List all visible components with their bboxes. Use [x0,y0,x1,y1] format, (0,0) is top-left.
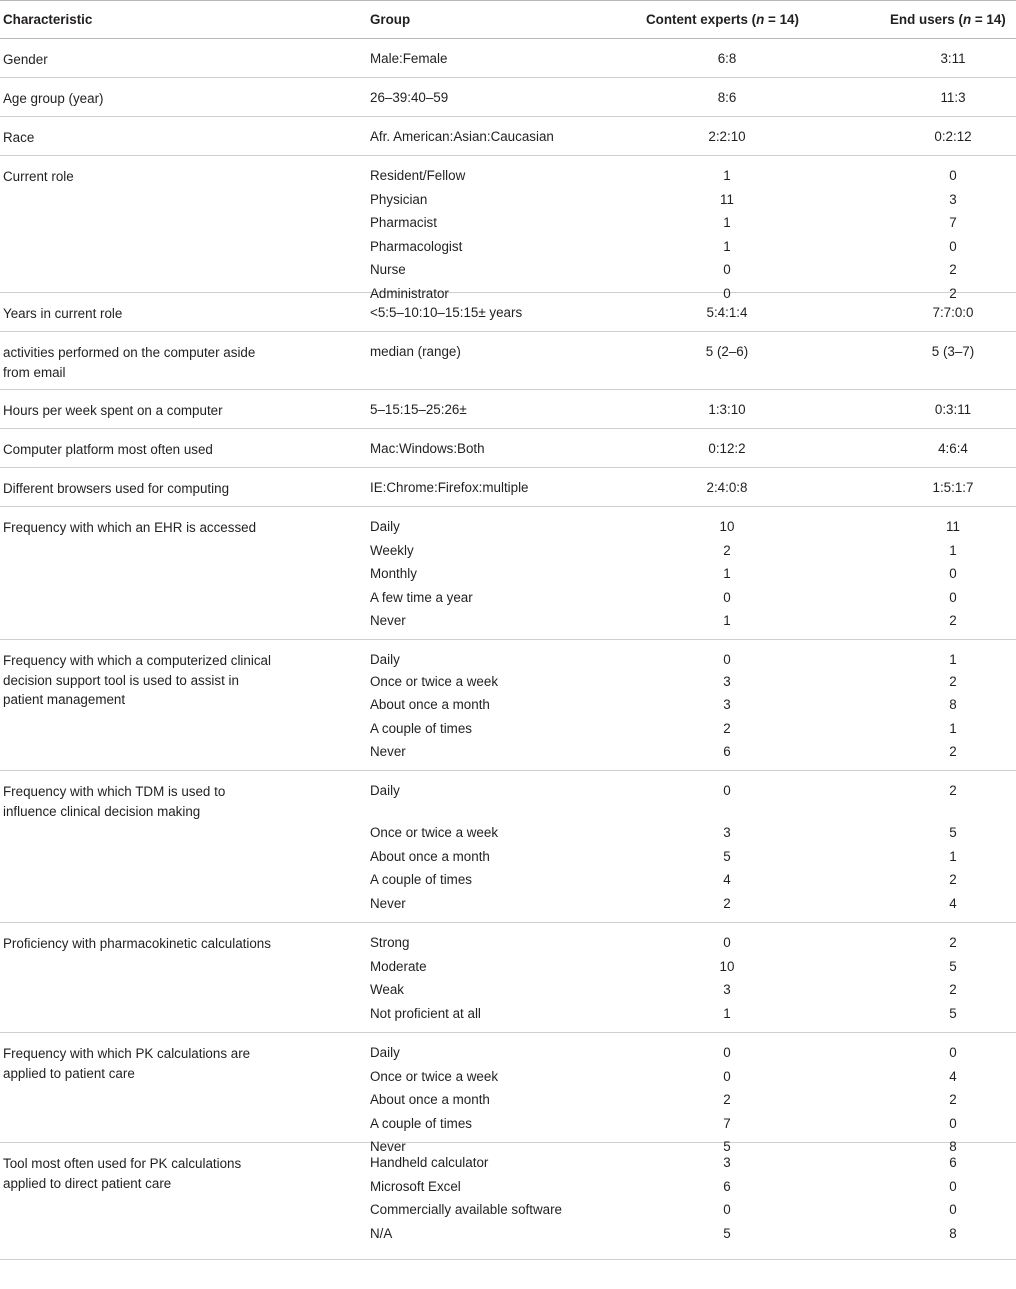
content-experts-cell: 0 [723,589,731,605]
group-cell: Once or twice a week [370,825,499,840]
end-users-cell: 4 [949,895,957,911]
content-experts-cell: 0 [723,935,731,950]
table-row [0,1153,1016,1173]
table-row [0,478,1016,498]
group-cell: Never [370,1139,406,1154]
table-row [0,127,1016,147]
content-experts-cell: 8:6 [717,90,737,105]
table-row [0,439,1016,459]
characteristic-cell: Gender [3,52,48,67]
header-content-experts [646,12,799,27]
characteristic-cell: Hours per week spent on a computer [3,403,223,418]
table-section [0,771,1016,923]
end-users-cell: 1 [949,720,957,736]
content-experts-cell: 2 [723,895,731,911]
content-experts-cell: 1 [723,168,731,183]
table-section [0,1143,1016,1260]
table-row [0,1177,1016,1197]
group-cell: Mac:Windows:Both [370,441,485,456]
end-users-cell: 5 [949,958,957,974]
end-users-cell: 4 [949,1068,957,1084]
table-section [0,156,1016,301]
group-cell: A few time a year [370,589,473,605]
end-users-cell: 2 [949,1092,957,1107]
group-cell: Pharmacist [370,215,437,230]
group-cell: Administrator [370,285,449,301]
table-row [0,933,1016,953]
content-experts-cell: 2:2:10 [708,129,746,144]
table-section [0,390,1016,429]
table-section [0,78,1016,117]
content-experts-cell: 6 [723,1178,731,1194]
group-cell: Monthly [370,566,417,581]
characteristic-cell: Frequency with which an EHR is accessed [3,520,257,535]
group-cell: Male:Female [370,51,448,66]
header-end-users [890,12,1006,27]
content-experts-cell: 11 [720,191,734,207]
characteristic-cell: Frequency with which a computerized clinical decision support tool is used to assist in patient management [3,653,271,707]
table-section [0,293,1016,332]
end-users-cell: 2 [949,285,957,301]
group-cell: Daily [370,1045,400,1060]
content-experts-cell: 1 [723,613,731,628]
end-users-cell: 2 [949,673,957,689]
group-cell: Daily [370,783,400,798]
content-experts-cell: 3 [723,982,731,997]
group-cell: Moderate [370,958,427,974]
table-row [0,650,1016,670]
end-users-cell: 5 (3–7) [931,344,975,359]
characteristic-cell: Race [3,130,35,145]
table-row [0,1224,1016,1244]
table-section [0,1033,1016,1154]
table-row [0,719,1016,739]
content-experts-cell: 2 [723,720,731,736]
group-cell: Afr. American:Asian:Caucasian [370,129,554,144]
end-users-cell: 5 [949,825,957,840]
end-users-cell: 1 [949,848,957,864]
end-users-cell: 11:3 [940,90,966,105]
table-section [0,468,1016,507]
group-cell: Weak [370,982,404,997]
end-users-cell: 0:3:11 [934,402,972,417]
end-users-cell: 2 [949,744,957,759]
end-users-cell: 0 [949,566,957,581]
content-experts-cell: 7 [723,1115,731,1131]
end-users-cell: 0 [949,1178,957,1194]
table-row [0,870,1016,890]
table-row [0,894,1016,914]
end-users-cell: 8 [949,1225,957,1241]
header-content-experts-suffix: = 14) [764,12,799,27]
table-row [0,672,1016,692]
content-experts-cell: 3 [723,1155,731,1170]
table-header [0,0,1016,39]
group-cell: Strong [370,935,410,950]
end-users-cell: 11 [946,519,960,534]
table-row [0,781,1016,801]
table-row [0,823,1016,843]
content-experts-cell: 5 (2–6) [705,344,749,359]
table-row [0,1067,1016,1087]
table-row [0,213,1016,233]
group-cell: Microsoft Excel [370,1178,461,1194]
end-users-cell: 0 [949,1202,957,1217]
table-row [0,49,1016,69]
group-cell: Never [370,895,406,911]
header-end-users-prefix: End users ( [890,12,963,27]
content-experts-cell: 1 [723,238,731,254]
table-row [0,190,1016,210]
group-cell: About once a month [370,697,490,712]
group-cell: Daily [370,652,400,667]
content-experts-cell: 3 [723,673,731,689]
content-experts-cell: 1 [723,1005,731,1021]
content-experts-cell: 1:3:10 [708,402,746,417]
content-experts-cell: 6 [723,744,731,759]
end-users-cell: 0 [949,589,957,605]
end-users-cell: 7:7:0:0 [932,305,974,320]
header-end-users-suffix: = 14) [971,12,1006,27]
end-users-cell: 0 [949,238,957,254]
end-users-cell: 2 [949,982,957,997]
characteristic-cell: activities performed on the computer aside from email [3,345,256,380]
characteristic-cell: Tool most often used for PK calculations applied to direct patient care [3,1156,242,1191]
characteristic-cell: Computer platform most often used [3,442,213,457]
end-users-cell: 2 [949,613,957,628]
table-section [0,39,1016,78]
group-cell: 26–39:40–59 [370,90,449,105]
end-users-cell: 0 [949,1115,957,1131]
content-experts-cell: 1 [723,566,731,581]
table-body [0,39,1016,1260]
table-row [0,1090,1016,1110]
group-cell: Never [370,613,406,628]
end-users-cell: 0 [949,1045,957,1060]
table-section [0,429,1016,468]
characteristic-cell: Age group (year) [3,91,104,106]
group-cell: Weekly [370,542,414,558]
group-cell: Never [370,744,406,759]
content-experts-cell: 5 [723,1225,731,1241]
table-row [0,400,1016,420]
content-experts-cell: 0 [723,783,731,798]
end-users-cell: 0:2:12 [934,129,972,144]
group-cell: Physician [370,191,428,207]
table-row [0,980,1016,1000]
end-users-cell: 8 [949,1139,957,1154]
content-experts-cell: 0:12:2 [708,441,746,456]
characteristic-cell: Frequency with which TDM is used to influence clinical decision making [3,784,226,819]
end-users-cell: 3:11 [940,51,966,66]
end-users-cell: 3 [949,191,957,207]
table-section [0,117,1016,156]
group-cell: Resident/Fellow [370,168,466,183]
end-users-cell: 1:5:1:7 [932,480,974,495]
table-row [0,541,1016,561]
content-experts-cell: 5:4:1:4 [706,305,748,320]
content-experts-cell: 1 [723,215,731,230]
group-cell: Daily [370,519,400,534]
characteristic-cell: Years in current role [3,306,123,321]
end-users-cell: 2 [949,935,957,950]
group-cell: N/A [370,1225,393,1241]
group-cell: About once a month [370,1092,490,1107]
end-users-cell: 7 [949,215,957,230]
group-cell: Not proficient at all [370,1005,481,1021]
group-cell: median (range) [370,344,461,359]
end-users-cell: 0 [949,168,957,183]
end-users-cell: 4:6:4 [938,441,968,456]
table-row [0,588,1016,608]
header-end-users-n: n [962,12,972,27]
end-users-cell: 2 [949,872,957,887]
group-cell: Handheld calculator [370,1155,489,1170]
group-cell: Pharmacologist [370,238,463,254]
group-cell: Once or twice a week [370,1068,499,1084]
table-row [0,564,1016,584]
table-section [0,507,1016,640]
table-row [0,88,1016,108]
group-cell: <5:5–10:10–15:15± years [370,305,523,320]
table-row [0,695,1016,715]
group-cell: A couple of times [370,1115,472,1131]
content-experts-cell: 0 [723,262,731,277]
table-row [0,342,1016,362]
characteristic-cell: Current role [3,169,74,184]
content-experts-cell: 0 [723,652,731,667]
group-cell: Nurse [370,262,406,277]
table-section [0,640,1016,771]
group-cell: About once a month [370,848,490,864]
content-experts-cell: 2 [723,1092,731,1107]
content-experts-cell: 2 [723,542,731,558]
end-users-cell: 2 [949,262,957,277]
group-cell: 5–15:15–25:26± [370,402,467,417]
content-experts-cell: 0 [723,1068,731,1084]
table-row [0,1004,1016,1024]
table-section [0,923,1016,1033]
header-group: Group [370,12,411,27]
content-experts-cell: 5 [723,1139,731,1154]
table-row [0,1200,1016,1220]
group-cell: A couple of times [370,872,472,887]
end-users-cell: 6 [949,1155,957,1170]
header-characteristic: Characteristic [3,12,93,27]
table-section [0,332,1016,390]
table-row [0,611,1016,631]
characteristic-cell: Proficiency with pharmacokinetic calculations [3,936,271,951]
group-cell: Once or twice a week [370,673,499,689]
characteristic-cell: Different browsers used for computing [3,481,230,496]
characteristic-cell: Frequency with which PK calculations are applied to patient care [3,1046,251,1081]
group-cell: A couple of times [370,720,472,736]
table-row [0,742,1016,762]
content-experts-cell: 0 [723,1202,731,1217]
table-row [0,1043,1016,1063]
table-row [0,260,1016,280]
table-row [0,847,1016,867]
content-experts-cell: 6:8 [717,51,737,66]
table-row [0,166,1016,186]
content-experts-cell: 10 [719,519,735,534]
content-experts-cell: 5 [723,848,731,864]
end-users-cell: 2 [949,783,957,798]
end-users-cell: 8 [949,697,957,712]
end-users-cell: 5 [949,1005,957,1021]
content-experts-cell: 10 [719,958,735,974]
table-row [0,957,1016,977]
end-users-cell: 1 [949,652,957,667]
group-cell: IE:Chrome:Firefox:multiple [370,480,529,495]
table-row [0,517,1016,537]
group-cell: Commercially available software [370,1202,563,1217]
content-experts-cell: 0 [723,1045,731,1060]
header-content-experts-prefix: Content experts ( [646,12,757,27]
content-experts-cell: 3 [723,825,731,840]
table-row [0,303,1016,323]
content-experts-cell: 3 [723,697,731,712]
content-experts-cell: 2:4:0:8 [706,480,748,495]
end-users-cell: 1 [949,542,957,558]
content-experts-cell: 4 [723,872,731,887]
table-row [0,237,1016,257]
table-row [0,1114,1016,1134]
header-content-experts-n: n [756,12,765,27]
content-experts-cell: 0 [723,285,731,301]
